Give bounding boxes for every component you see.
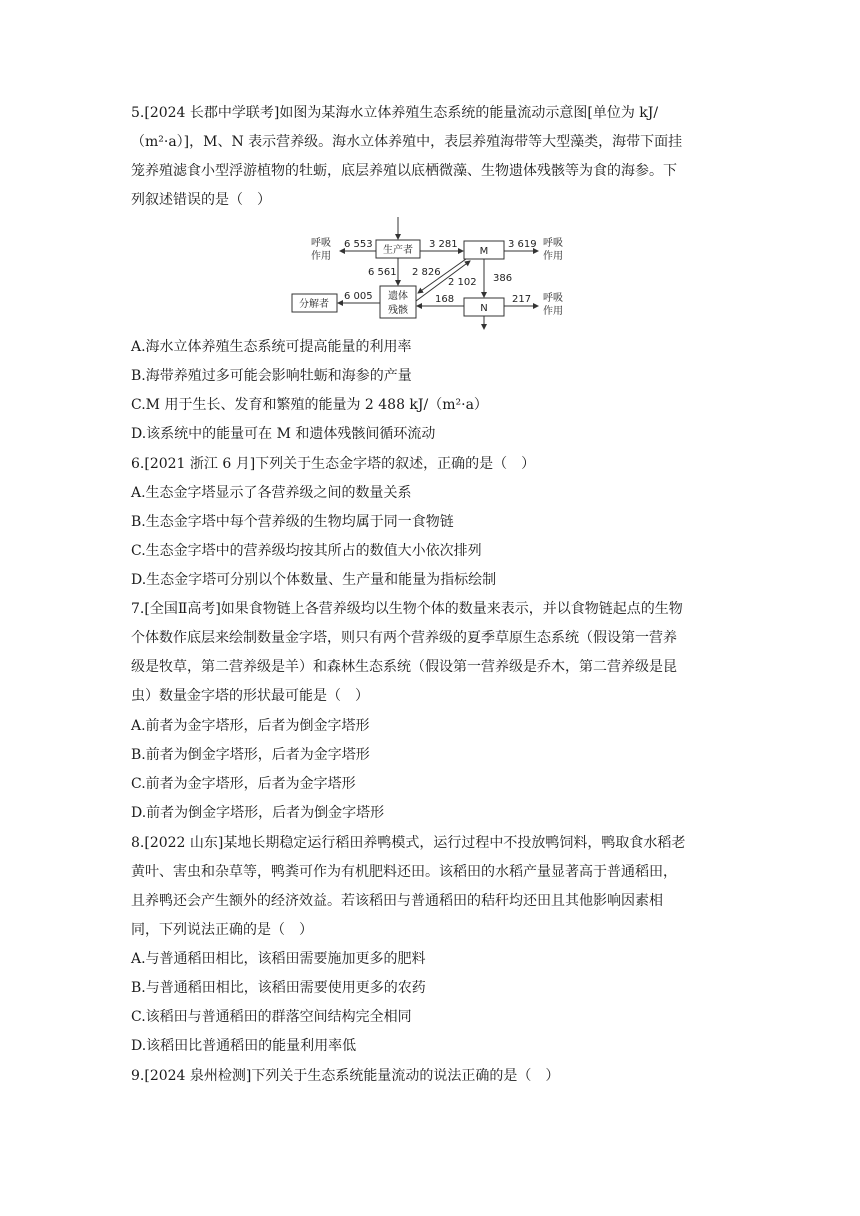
q7-stem-line-2: 个体数作底层来绘制数量金字塔，则只有两个营养级的夏季草原生态系统（假设第一营养 <box>131 630 677 646</box>
q5-option-b: B.海带养殖过多可能会影响牡蛎和海参的产量 <box>131 368 412 384</box>
q8-stem-line-4: 同，下列说法正确的是（ ） <box>131 922 313 938</box>
decomposer-label: 分解者 <box>299 299 329 310</box>
q7-stem-line-1: 7.[全国Ⅱ高考]如果食物链上各营养级均以生物个体的数量来表示，并以食物链起点的生物 <box>131 601 683 617</box>
q8-stem-line-3: 且养鸭还会产生额外的经济效益。若该稻田与普通稻田的秸秆均还田且其他影响因素相 <box>131 893 663 909</box>
n-resp-label-2: 作用 <box>543 306 563 317</box>
q5-option-c: C.M 用于生长、发育和繁殖的能量为 2 488 kJ/（m²·a） <box>131 397 488 413</box>
m-resp-label-2: 作用 <box>543 251 563 262</box>
q9-stem: 9.[2024 泉州检测]下列关于生态系统能量流动的说法正确的是（ ） <box>131 1068 560 1084</box>
q5-stem-line-1: 5.[2024 长郡中学联考]如图为某海水立体养殖生态系统的能量流动示意图[单位为 kJ/ <box>131 105 659 121</box>
remains-to-decomposer-value: 6 005 <box>344 291 373 302</box>
energy-flow-diagram <box>288 215 578 333</box>
q7-stem-line-4: 虫）数量金字塔的形状最可能是（ ） <box>131 688 369 704</box>
producer-resp-value: 6 553 <box>344 239 373 250</box>
q5-stem-line-2: （m²·a）]，M、N 表示营养级。海水立体养殖中，表层养殖海带等大型藻类，海带下面挂 <box>131 134 683 150</box>
q8-stem-line-1: 8.[2022 山东]某地长期稳定运行稻田养鸭模式，运行过程中不投放鸭饲料，鸭取食水稻老 <box>131 835 686 851</box>
q7-option-b: B.前者为倒金字塔形，后者为金字塔形 <box>131 747 370 763</box>
q5-stem-line-3: 笼养殖滤食小型浮游植物的牡蛎，底层养殖以底栖微藻、生物遗体残骸等为食的海参。下 <box>131 163 677 179</box>
remains-label-1: 遗体 <box>388 291 408 302</box>
q7-option-d: D.前者为倒金字塔形，后者为倒金字塔形 <box>131 805 385 821</box>
producer-resp-label-2: 作用 <box>311 251 331 262</box>
q8-stem-line-2: 黄叶、害虫和杂草等，鸭粪可作为有机肥料还田。该稻田的水稻产量显著高于普通稻田， <box>131 864 677 880</box>
q8-option-c: C.该稻田与普通稻田的群落空间结构完全相同 <box>131 1009 412 1025</box>
q5-option-a: A.海水立体养殖生态系统可提高能量的利用率 <box>131 339 412 355</box>
n-to-remains-value: 168 <box>435 294 455 305</box>
m-resp-label-1: 呼吸 <box>543 238 563 249</box>
n-resp-label-1: 呼吸 <box>543 293 563 304</box>
q7-option-a: A.前者为金字塔形，后者为倒金字塔形 <box>131 718 370 734</box>
q8-option-a: A.与普通稻田相比，该稻田需要施加更多的肥料 <box>131 951 426 967</box>
q7-option-c: C.前者为金字塔形，后者为金字塔形 <box>131 776 356 792</box>
producer-label: 生产者 <box>383 245 413 256</box>
q5-option-d: D.该系统中的能量可在 M 和遗体残骸间循环流动 <box>131 426 436 442</box>
q8-option-b: B.与普通稻田相比，该稻田需要使用更多的农药 <box>131 980 426 996</box>
q6-option-d: D.生态金字塔可分别以个体数量、生产量和能量为指标绘制 <box>131 572 497 588</box>
q5-stem-line-4: 列叙述错误的是（ ） <box>131 192 271 208</box>
producer-to-remains-value: 6 561 <box>368 267 397 278</box>
q7-stem-line-3: 级是牧草，第二营养级是羊）和森林生态系统（假设第一营养级是乔木，第二营养级是昆 <box>131 659 677 675</box>
m-to-n-value: 386 <box>493 273 513 284</box>
remains-to-m-value: 2 102 <box>448 277 477 288</box>
m-label: M <box>479 246 489 257</box>
remains-label-2: 残骸 <box>388 305 408 316</box>
q6-option-c: C.生态金字塔中的营养级均按其所占的数值大小依次排列 <box>131 543 482 559</box>
q6-option-b: B.生态金字塔中每个营养级的生物均属于同一食物链 <box>131 514 454 530</box>
q6-stem: 6.[2021 浙江 6 月]下列关于生态金字塔的叙述，正确的是（ ） <box>131 456 536 472</box>
q6-option-a: A.生态金字塔显示了各营养级之间的数量关系 <box>131 485 412 501</box>
producer-resp-label-1: 呼吸 <box>311 238 331 249</box>
m-to-remains-value: 2 826 <box>412 267 441 278</box>
q8-option-d: D.该稻田比普通稻田的能量利用率低 <box>131 1038 357 1054</box>
producer-to-m-value: 3 281 <box>429 239 458 250</box>
m-resp-value: 3 619 <box>508 239 537 250</box>
n-resp-value: 217 <box>512 294 532 305</box>
n-label: N <box>480 303 488 314</box>
